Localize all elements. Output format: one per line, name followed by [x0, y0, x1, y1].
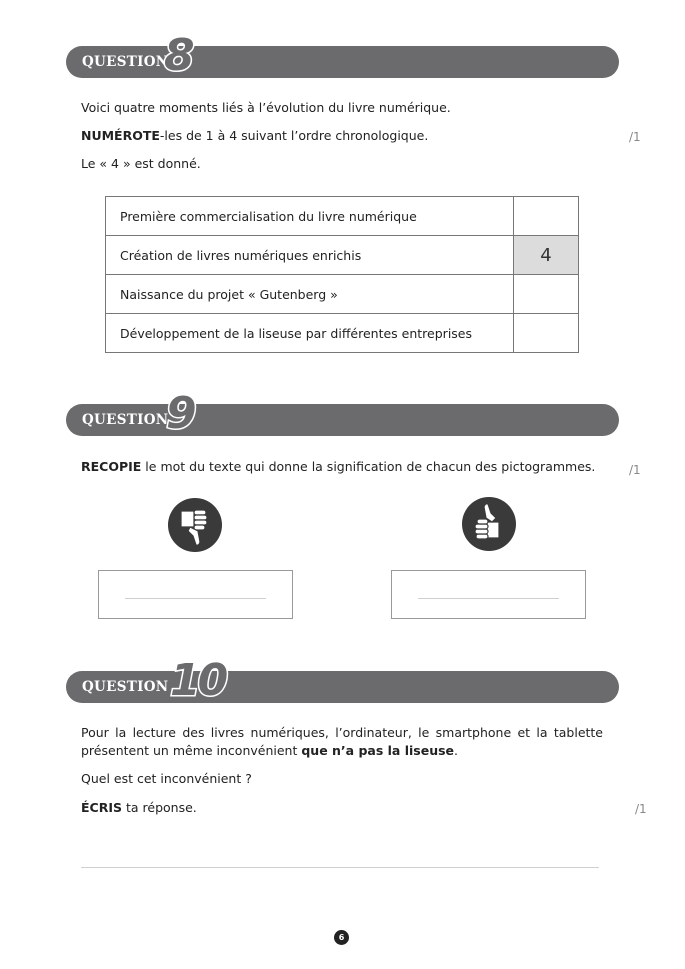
chronology-table — [105, 196, 579, 353]
thumbs-up-icon — [462, 497, 516, 551]
question-10-header — [66, 655, 619, 706]
order-given-value: 4 — [514, 236, 579, 275]
q8-instruction-verb: NUMÉROTE — [81, 128, 160, 143]
q8-instruction-text: -les de 1 à 4 suivant l’ordre chronologique. — [159, 128, 429, 143]
q9-instruction — [81, 458, 595, 476]
q10-score: /1 — [635, 802, 647, 816]
event-label: Naissance du projet « Gutenberg » — [106, 275, 514, 314]
question-8-header — [66, 30, 619, 81]
event-label: Création de livres numériques enrichis — [106, 236, 514, 275]
order-input[interactable] — [514, 275, 579, 314]
q10-instruction-text: ta réponse. — [122, 800, 197, 815]
q9-instruction-text: le mot du texte qui donne la signification de chacun des pictogrammes. — [141, 459, 596, 474]
q8-given-note: Le « 4 » est donné. — [81, 156, 201, 171]
table-row — [106, 197, 579, 236]
page-number: 6 — [334, 930, 349, 945]
question-number: 9 — [166, 388, 197, 439]
q9-instruction-verb: RECOPIE — [81, 459, 142, 474]
answer-line — [418, 598, 559, 599]
q8-instruction — [81, 127, 428, 145]
answer-box-thumbs-up[interactable] — [391, 570, 586, 619]
answer-line — [125, 598, 266, 599]
question-9-header — [66, 388, 619, 439]
question-label: QUESTION — [82, 54, 169, 70]
q10-instruction — [81, 799, 197, 817]
q10-text-emphasis: que n’a pas la liseuse — [301, 743, 455, 758]
question-label: QUESTION — [82, 412, 169, 428]
q8-intro: Voici quatre moments liés à l’évolution du livre numérique. — [81, 100, 451, 115]
question-number: 8 — [164, 30, 195, 81]
order-input[interactable] — [514, 197, 579, 236]
q10-question: Quel est cet inconvénient ? — [81, 771, 252, 786]
q8-score: /1 — [629, 130, 641, 144]
table-row — [106, 314, 579, 353]
table-row — [106, 275, 579, 314]
order-input[interactable] — [514, 314, 579, 353]
event-label: Développement de la liseuse par différentes entreprises — [106, 314, 514, 353]
event-label: Première commercialisation du livre numérique — [106, 197, 514, 236]
thumbs-down-icon — [168, 498, 222, 552]
q10-instruction-verb: ÉCRIS — [81, 800, 122, 815]
q10-text-line2-end: . — [454, 743, 458, 758]
q9-score: /1 — [629, 463, 641, 477]
question-number: 10 — [170, 655, 226, 706]
q10-text-line1: Pour la lecture des livres numériques, l’ordinateur, le smartphone et la tablette — [81, 725, 603, 740]
q10-answer-line[interactable] — [81, 852, 599, 868]
question-label: QUESTION — [82, 679, 169, 695]
table-row — [106, 236, 579, 275]
answer-box-thumbs-down[interactable] — [98, 570, 293, 619]
q10-text-line2 — [81, 742, 458, 760]
q10-text-line2-start: présentent un même inconvénient — [81, 743, 302, 758]
